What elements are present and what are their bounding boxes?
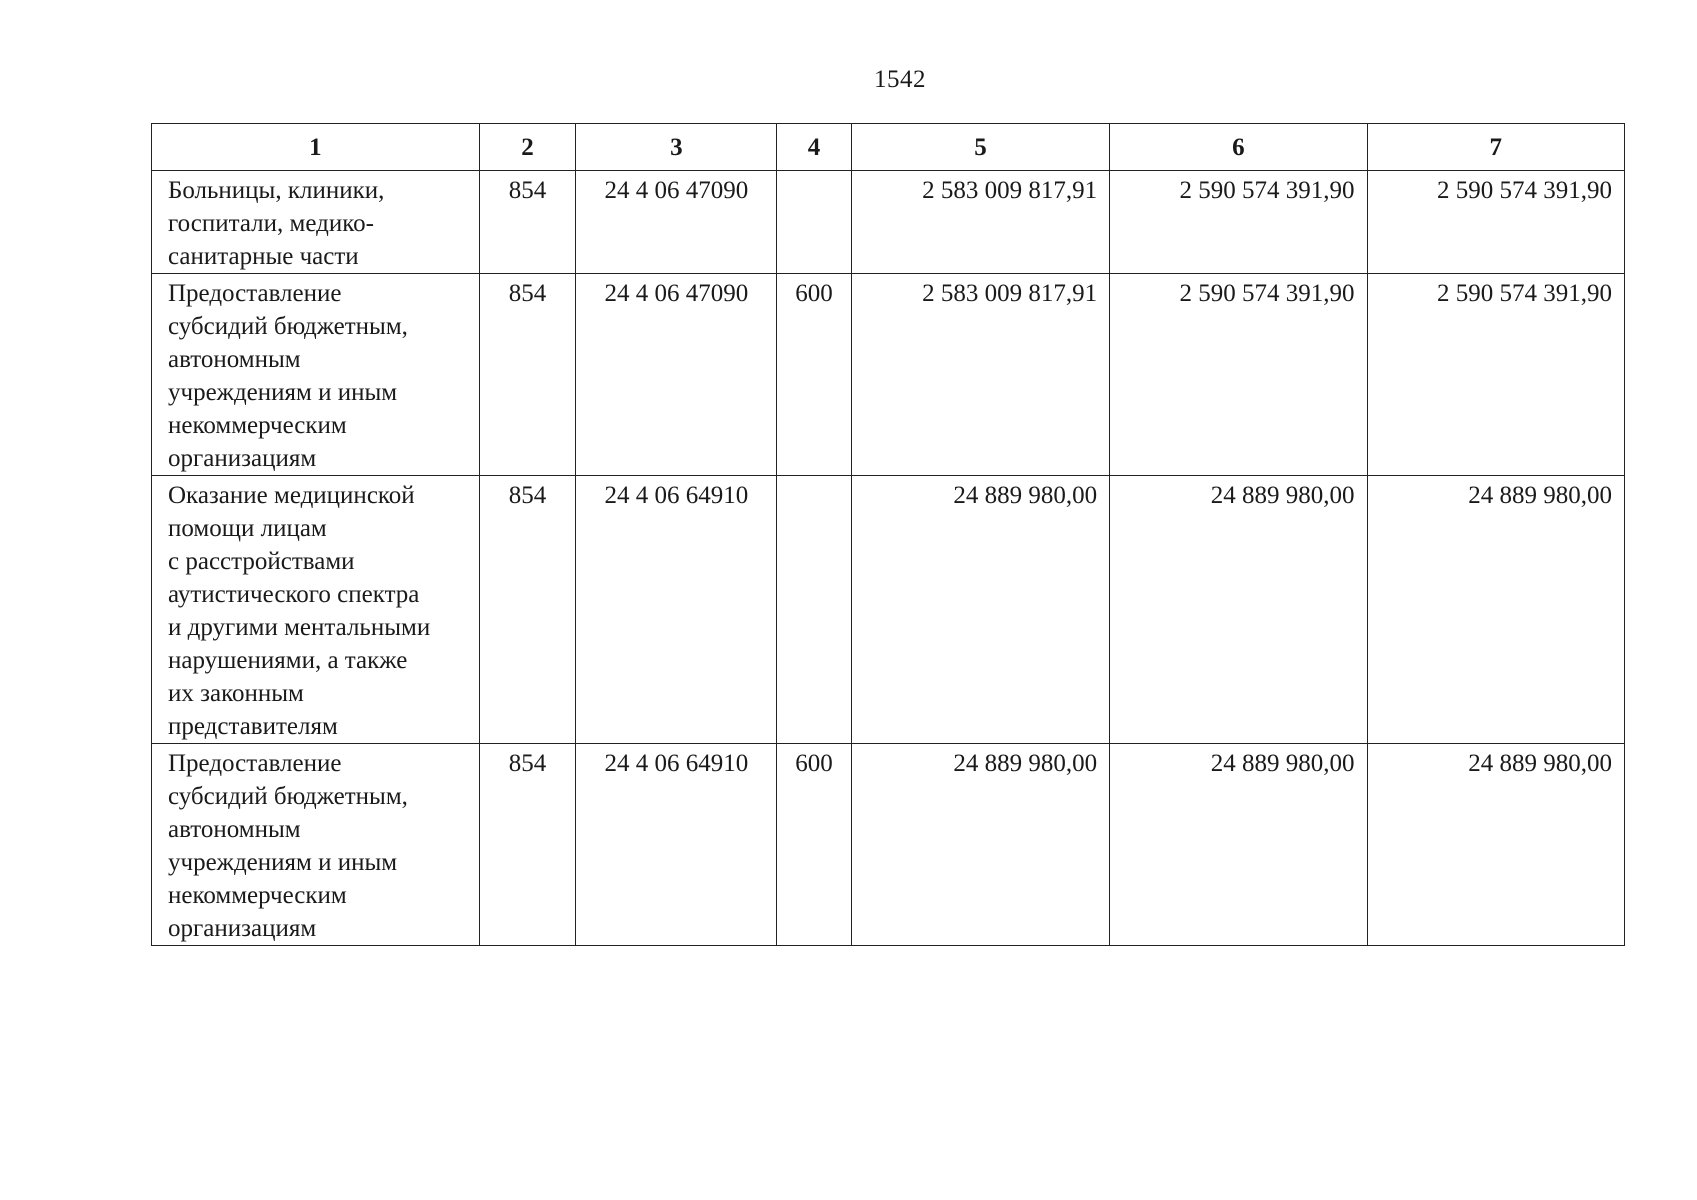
row-name-text: Предоставление субсидий бюджетным, автономным учреждениям и иным некоммерческим организациям [168, 280, 408, 472]
row-name [152, 476, 480, 744]
row-col5: 2 583 009 817,91 [851, 171, 1109, 274]
row-col5: 24 889 980,00 [851, 476, 1109, 744]
row-name-text: Предоставление субсидий бюджетным, автономным учреждениям и иным некоммерческим организациям [168, 750, 408, 942]
row-col4 [777, 476, 851, 744]
header-col-3: 3 [576, 124, 777, 171]
row-col3: 24 4 06 47090 [576, 171, 777, 274]
row-col6: 2 590 574 391,90 [1110, 171, 1367, 274]
row-col7: 2 590 574 391,90 [1367, 171, 1624, 274]
header-col-6: 6 [1110, 124, 1367, 171]
row-col4 [777, 171, 851, 274]
row-col5: 24 889 980,00 [851, 744, 1109, 946]
table-row [152, 171, 1625, 274]
row-name [152, 171, 480, 274]
header-col-7: 7 [1367, 124, 1624, 171]
row-col3: 24 4 06 47090 [576, 274, 777, 476]
row-col4: 600 [777, 274, 851, 476]
header-col-2: 2 [479, 124, 576, 171]
row-name [152, 744, 480, 946]
row-col3: 24 4 06 64910 [576, 476, 777, 744]
header-row [152, 124, 1625, 171]
row-col2: 854 [479, 171, 576, 274]
row-col7: 24 889 980,00 [1367, 476, 1624, 744]
row-col2: 854 [479, 274, 576, 476]
page-number: 1542 [874, 66, 926, 93]
row-col7: 24 889 980,00 [1367, 744, 1624, 946]
header-col-4: 4 [777, 124, 851, 171]
row-name-text: Оказание медицинской помощи лицам с расстройствами аутистического спектра и другими ментальными нарушениями, а также их законным представителям [168, 482, 431, 740]
table-row [152, 274, 1625, 476]
row-col2: 854 [479, 744, 576, 946]
table-row [152, 476, 1625, 744]
row-col5: 2 583 009 817,91 [851, 274, 1109, 476]
row-col7: 2 590 574 391,90 [1367, 274, 1624, 476]
header-col-1: 1 [152, 124, 480, 171]
row-col6: 24 889 980,00 [1110, 744, 1367, 946]
budget-table [151, 123, 1625, 946]
row-col2: 854 [479, 476, 576, 744]
row-col3: 24 4 06 64910 [576, 744, 777, 946]
table-row [152, 744, 1625, 946]
row-col6: 2 590 574 391,90 [1110, 274, 1367, 476]
row-name [152, 274, 480, 476]
row-name-text: Больницы, клиники, госпитали, медико- санитарные части [168, 177, 385, 270]
header-col-5: 5 [851, 124, 1109, 171]
row-col4: 600 [777, 744, 851, 946]
row-col6: 24 889 980,00 [1110, 476, 1367, 744]
